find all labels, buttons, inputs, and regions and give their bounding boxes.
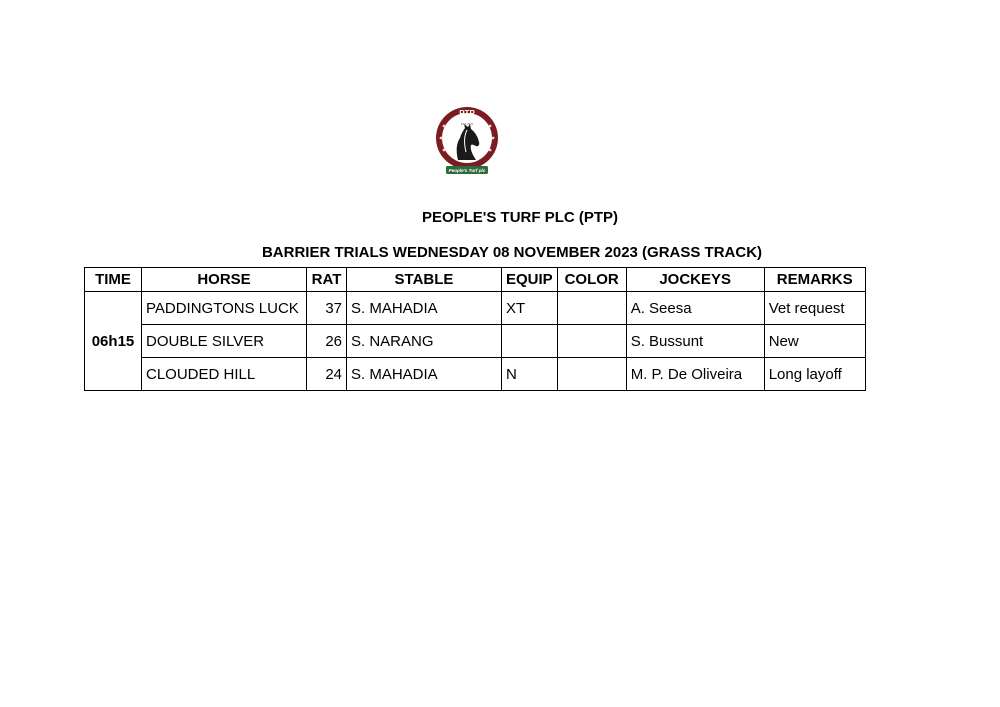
ptp-logo <box>434 104 500 180</box>
remarks-cell: Long layoff <box>764 358 865 391</box>
horse-cell: CLOUDED HILL <box>142 358 307 391</box>
col-header-horse: HORSE <box>142 268 307 292</box>
col-header-stable: STABLE <box>347 268 502 292</box>
table-header-row <box>85 268 866 292</box>
table-row <box>85 358 866 391</box>
event-title: BARRIER TRIALS WEDNESDAY 08 NOVEMBER 2023 (GRASS TRACK) <box>261 244 763 261</box>
jockey-cell: S. Bussunt <box>626 325 764 358</box>
col-header-time: TIME <box>85 268 142 292</box>
col-header-color: COLOR <box>557 268 626 292</box>
stable-cell: S. NARANG <box>347 325 502 358</box>
rating-cell: 26 <box>307 325 347 358</box>
trial-time: 06h15 <box>85 292 142 391</box>
equip-cell <box>502 325 558 358</box>
color-cell <box>557 325 626 358</box>
rating-cell: 37 <box>307 292 347 325</box>
jockey-cell: M. P. De Oliveira <box>626 358 764 391</box>
col-header-remarks: REMARKS <box>764 268 865 292</box>
equip-cell: N <box>502 358 558 391</box>
stable-cell: S. MAHADIA <box>347 358 502 391</box>
stable-cell: S. MAHADIA <box>347 292 502 325</box>
logo-ribbon-text: People's Turf plc <box>448 168 486 173</box>
barrier-trials-table <box>84 267 866 391</box>
equip-cell: XT <box>502 292 558 325</box>
logo-badge: EST. 2023 <box>461 123 473 126</box>
company-title: PEOPLE'S TURF PLC (PTP) <box>421 209 619 226</box>
rating-cell: 24 <box>307 358 347 391</box>
jockey-cell: A. Seesa <box>626 292 764 325</box>
table-row <box>85 292 866 325</box>
logo-acronym: PTP <box>459 109 475 118</box>
remarks-cell: Vet request <box>764 292 865 325</box>
color-cell <box>557 292 626 325</box>
table-row <box>85 325 866 358</box>
color-cell <box>557 358 626 391</box>
horse-cell: DOUBLE SILVER <box>142 325 307 358</box>
col-header-equip: EQUIP <box>502 268 558 292</box>
remarks-cell: New <box>764 325 865 358</box>
col-header-rat: RAT <box>307 268 347 292</box>
horse-cell: PADDINGTONS LUCK <box>142 292 307 325</box>
col-header-jockeys: JOCKEYS <box>626 268 764 292</box>
